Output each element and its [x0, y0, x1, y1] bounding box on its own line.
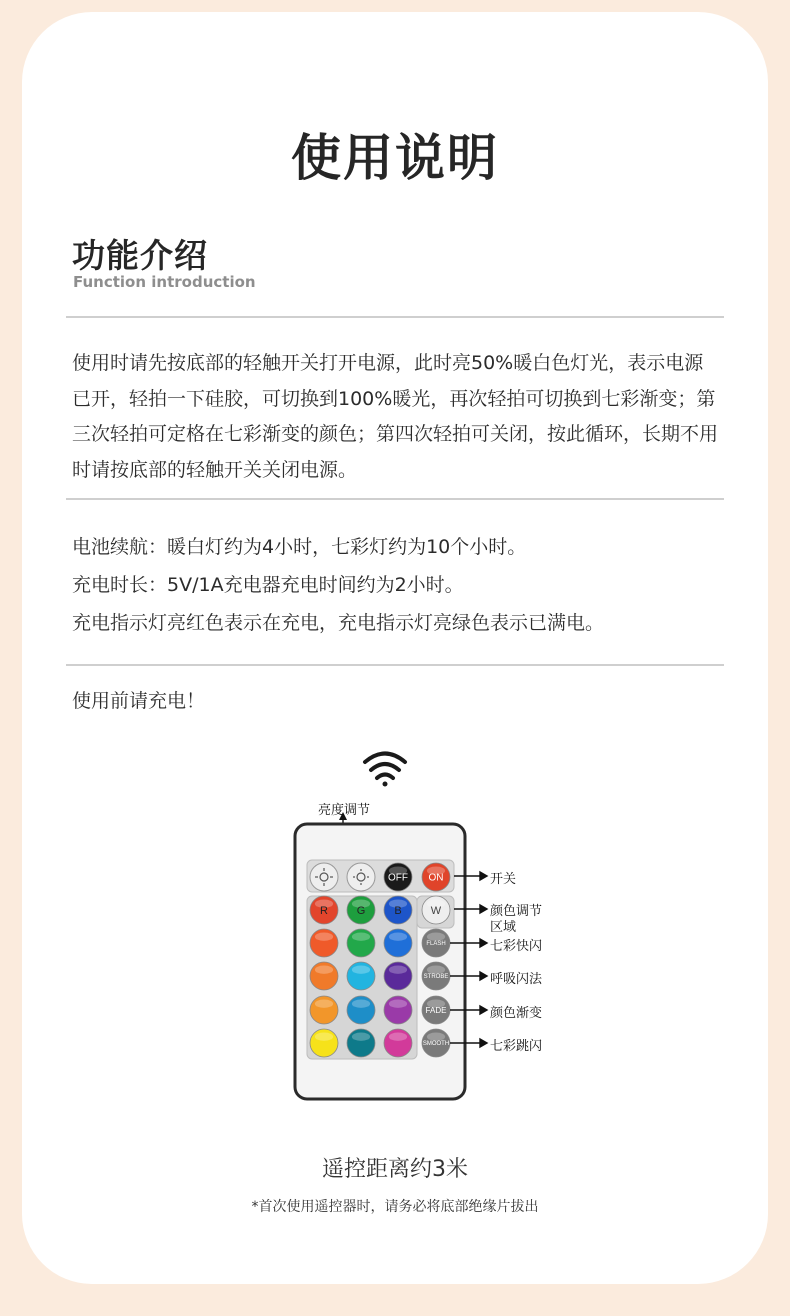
color-button [347, 996, 375, 1024]
red-button [310, 896, 338, 924]
charge-first-text: 使用前请充电！ [72, 690, 206, 712]
color-button [310, 1029, 338, 1057]
color-button [310, 929, 338, 957]
color-button [347, 1029, 375, 1057]
green-button [347, 896, 375, 924]
svg-text:G: G [356, 904, 366, 917]
smooth-label: 七彩跳闪 [490, 1039, 543, 1054]
color-button [347, 929, 375, 957]
section-title: 功能介绍 [72, 236, 208, 275]
flash-label: 七彩快闪 [490, 939, 543, 954]
fade-button [422, 996, 450, 1024]
charge-indicator-text: 充电指示灯亮红色表示在充电，充电指示灯亮绿色表示已满电。 [72, 612, 605, 634]
white-button [422, 896, 450, 924]
color-button [384, 996, 412, 1024]
svg-text:ON: ON [428, 872, 444, 884]
color-button [384, 962, 412, 990]
battery-text: 电池续航：暖白灯约为4小时，七彩灯约为10个小时。 [72, 536, 527, 558]
svg-text:OFF: OFF [388, 872, 408, 884]
remote-range-text: 遥控距离约3米 [322, 1157, 468, 1182]
flash-button [422, 929, 450, 957]
charge-time-text: 充电时长：5V/1A充电器充电时间约为2小时。 [72, 574, 464, 596]
blue-button [384, 896, 412, 924]
svg-text:B: B [394, 904, 402, 917]
color-button [347, 962, 375, 990]
color-area-label-2: 区域 [490, 920, 517, 935]
on-button [422, 863, 450, 891]
brightness-up-icon [310, 863, 338, 891]
svg-text:SMOOTH: SMOOTH [422, 1041, 450, 1048]
brightness-label: 亮度调节 [318, 803, 371, 818]
color-button [310, 996, 338, 1024]
off-button [384, 863, 412, 891]
color-button [384, 1029, 412, 1057]
color-area-label: 颜色调节 [490, 904, 543, 919]
smooth-button [422, 1029, 450, 1057]
svg-text:R: R [320, 904, 328, 917]
section-subtitle: Function introduction [73, 273, 256, 291]
color-button [310, 962, 338, 990]
svg-text:FLASH: FLASH [426, 941, 446, 948]
wifi-icon [365, 754, 405, 787]
brightness-down-icon [347, 863, 375, 891]
strobe-label: 呼吸闪法 [490, 972, 543, 987]
fade-label: 颜色渐变 [490, 1006, 543, 1021]
color-button [384, 929, 412, 957]
strobe-button [422, 962, 450, 990]
svg-text:STROBE: STROBE [423, 974, 449, 981]
power-label: 开关 [490, 872, 517, 887]
footer-note: *首次使用遥控器时，请务必将底部绝缘片拔出 [251, 1199, 539, 1215]
svg-text:FADE: FADE [425, 1005, 447, 1015]
page-title: 使用说明 [291, 129, 499, 187]
intro-paragraph: 使用时请先按底部的轻触开关打开电源，此时亮50%暖白色灯光，表示电源已开，轻拍一下硅胶，可切换到100%暖光，再次轻拍可切换到七彩渐变；第三次轻拍可定格在七彩渐变的颜色；第四次轻拍可关闭，按此循环，长期不用时请按底部的轻触开关关闭电源。 [72, 352, 719, 481]
svg-text:W: W [430, 904, 442, 917]
